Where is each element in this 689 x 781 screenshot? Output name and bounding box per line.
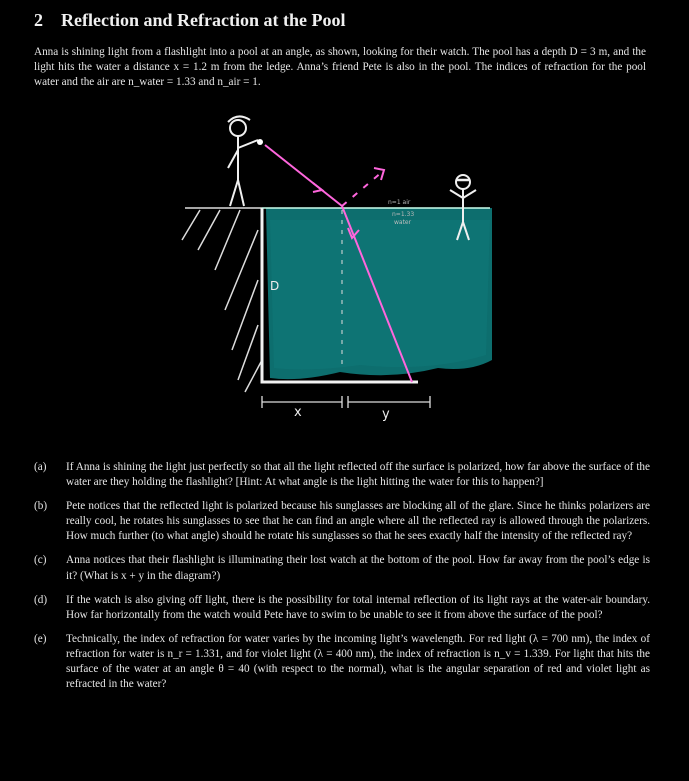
- question-item: [34, 632, 650, 692]
- question-label: (e): [34, 632, 47, 645]
- question-item: [34, 460, 650, 490]
- question-label: (d): [34, 593, 48, 606]
- question-text: Anna notices that their flashlight is illuminating their lost watch at the bottom of the pool. How far away from the pool’s edge is it? (What is x + y in the diagram?): [66, 554, 650, 582]
- question-label: (c): [34, 554, 47, 567]
- label-nwater: n=1.33: [392, 211, 415, 218]
- question-text: Pete notices that the reflected light is polarized because his sunglasses are blocking all of the glare. Since he thinks polarizers are really cool, he rotates his sunglasses to see that he can find an angle where all the reflected ray is allowed through the polarizers. How much further (to what angle) should he rotate his sunglasses so that he sees exactly half the intensity of the reflected ray?: [66, 500, 650, 543]
- label-water: water: [394, 219, 412, 226]
- label-D: D: [270, 279, 280, 293]
- question-item: [34, 499, 650, 544]
- reflected-ray: [342, 172, 382, 206]
- question-label: (b): [34, 500, 48, 513]
- pool-diagram: [170, 110, 510, 430]
- section-title: Reflection and Refraction at the Pool: [61, 10, 346, 30]
- question-list: [34, 460, 650, 701]
- question-text: If Anna is shining the light just perfectly so that all the light reflected off the surface is polarized, how far above the surface of the water are they holding the flashlight? [Hint: At what angle is the light hitting the water for this to happen?]: [66, 461, 650, 489]
- question-item: [34, 593, 650, 623]
- incident-ray: [265, 145, 342, 206]
- question-label: (a): [34, 461, 47, 473]
- section-heading: [34, 10, 345, 31]
- dimension-markers: [262, 396, 430, 408]
- label-nair: n=1 air: [388, 199, 411, 206]
- label-y: y: [382, 407, 390, 422]
- question-text: If the watch is also giving off light, there is the possibility for total internal reflection of its light rays at the water-air boundary. How far horizontally from the watch would Pete have to swim to be unable to see it from above the surface of the pool?: [66, 593, 650, 621]
- anna-figure: [228, 116, 258, 206]
- question-item: [34, 553, 650, 583]
- ground-hatching: [182, 208, 262, 392]
- intro-paragraph: Anna is shining light from a flashlight into a pool at an angle, as shown, looking for their watch. The pool has a depth D = 3 m, and the light hits the water a distance x = 1.2 m from the ledge. Anna’s friend Pete is also in the pool. The indices of refraction for the pool water and the air are n_water = 1.33 and n_air = 1.: [34, 46, 646, 89]
- label-x: x: [294, 405, 302, 420]
- section-number: 2: [34, 10, 43, 30]
- question-text: Technically, the index of refraction for water varies by the incoming light’s wavelength. For red light (λ = 700 nm), the index of refraction for water is n_r = 1.331, and for violet light (λ = 400 nm), the index of refraction is n_v = 1.339. For light that hits the surface of the water at an angle θ = 40 (with respect to the normal), what is the angular separation of red and violet light as refracted in the water?: [66, 632, 650, 691]
